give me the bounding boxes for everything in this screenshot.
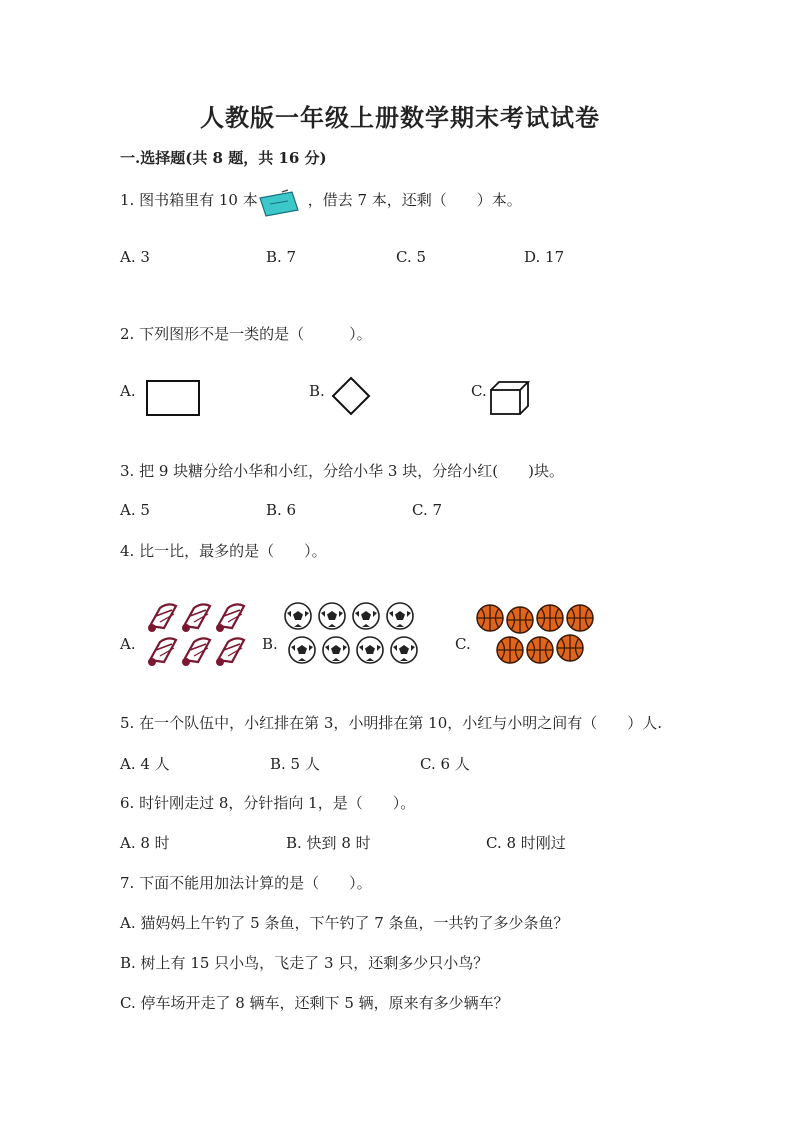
question-5-option-b[interactable]: B. 5 人 xyxy=(270,755,320,773)
question-1-text-b: ，借去 7 本，还剩（ ）本。 xyxy=(307,191,522,209)
diamond-icon xyxy=(332,377,370,415)
page-title: 人教版一年级上册数学期末考试试卷 xyxy=(200,103,600,132)
soccer-ball-icon-group xyxy=(284,602,424,666)
soccer-ball-icon xyxy=(391,637,417,663)
question-6-option-c[interactable]: C. 8 时刚过 xyxy=(486,834,566,852)
question-7-option-c[interactable]: C. 停车场开走了 8 辆车，还剩下 5 辆，原来有多少辆车？ xyxy=(120,994,509,1012)
shuttlecock-icon xyxy=(182,604,210,632)
question-1-option-d[interactable]: D. 17 xyxy=(524,248,565,266)
book-icon xyxy=(258,188,300,220)
basketball-icon-group xyxy=(476,604,598,668)
cube-icon xyxy=(490,381,530,415)
question-5-option-a[interactable]: A. 4 人 xyxy=(120,755,170,773)
soccer-ball-icon xyxy=(289,637,315,663)
shuttlecock-icon xyxy=(216,604,244,632)
soccer-ball-icon xyxy=(323,637,349,663)
soccer-ball-icon xyxy=(319,603,345,629)
question-6-option-b[interactable]: B. 快到 8 时 xyxy=(286,834,371,852)
question-4: 4. 比一比，最多的是（ ）。 xyxy=(120,542,327,560)
question-2-option-c[interactable]: C. xyxy=(471,382,487,400)
basketball-icon xyxy=(567,605,593,631)
shuttlecock-icon xyxy=(148,638,176,666)
question-5-option-c[interactable]: C. 6 人 xyxy=(420,755,470,773)
soccer-ball-icon xyxy=(353,603,379,629)
question-1-option-a[interactable]: A. 3 xyxy=(120,248,150,266)
question-7-option-b[interactable]: B. 树上有 15 只小鸟，飞走了 3 只，还剩多少只小鸟？ xyxy=(120,954,489,972)
soccer-ball-icon xyxy=(357,637,383,663)
question-1 xyxy=(120,189,522,210)
question-4-option-b[interactable]: B. xyxy=(262,635,278,653)
question-1-text-a: 1. 图书箱里有 10 本 xyxy=(120,191,258,209)
question-2-option-a[interactable]: A. xyxy=(120,382,136,400)
basketball-icon xyxy=(477,605,503,631)
question-2-option-b[interactable]: B. xyxy=(309,382,325,400)
rectangle-icon xyxy=(146,380,200,416)
question-6: 6. 时针刚走过 8，分针指向 1，是（ ）。 xyxy=(120,794,416,812)
question-7-option-a[interactable]: A. 猫妈妈上午钓了 5 条鱼，下午钓了 7 条鱼，一共钓了多少条鱼？ xyxy=(120,914,569,932)
question-4-option-c[interactable]: C. xyxy=(455,635,471,653)
section-heading: 一.选择题(共 8 题，共 16 分) xyxy=(120,149,327,167)
soccer-ball-icon xyxy=(285,603,311,629)
question-3-option-a[interactable]: A. 5 xyxy=(120,501,150,519)
question-5: 5. 在一个队伍中，小红排在第 3，小明排在第 10，小红与小明之间有（ ）人. xyxy=(120,714,663,732)
shuttlecock-icon xyxy=(148,604,176,632)
soccer-ball-icon xyxy=(387,603,413,629)
question-3: 3. 把 9 块糖分给小华和小红，分给小华 3 块，分给小红( )块。 xyxy=(120,462,564,480)
question-2: 2. 下列图形不是一类的是（ ）。 xyxy=(120,325,372,343)
basketball-icon xyxy=(497,637,523,663)
shuttlecock-icon xyxy=(182,638,210,666)
shuttlecock-icon xyxy=(216,638,244,666)
question-3-option-b[interactable]: B. 6 xyxy=(266,501,297,519)
question-7: 7. 下面不能用加法计算的是（ ）。 xyxy=(120,874,372,892)
basketball-icon xyxy=(537,605,563,631)
basketball-icon xyxy=(507,607,533,633)
question-1-option-c[interactable]: C. 5 xyxy=(396,248,427,266)
basketball-icon xyxy=(527,637,553,663)
question-6-option-a[interactable]: A. 8 时 xyxy=(120,834,170,852)
basketball-icon xyxy=(557,635,583,661)
question-3-option-c[interactable]: C. 7 xyxy=(412,501,443,519)
question-1-option-b[interactable]: B. 7 xyxy=(266,248,297,266)
question-4-option-a[interactable]: A. xyxy=(120,635,136,653)
shuttlecock-icon-group xyxy=(146,600,250,670)
